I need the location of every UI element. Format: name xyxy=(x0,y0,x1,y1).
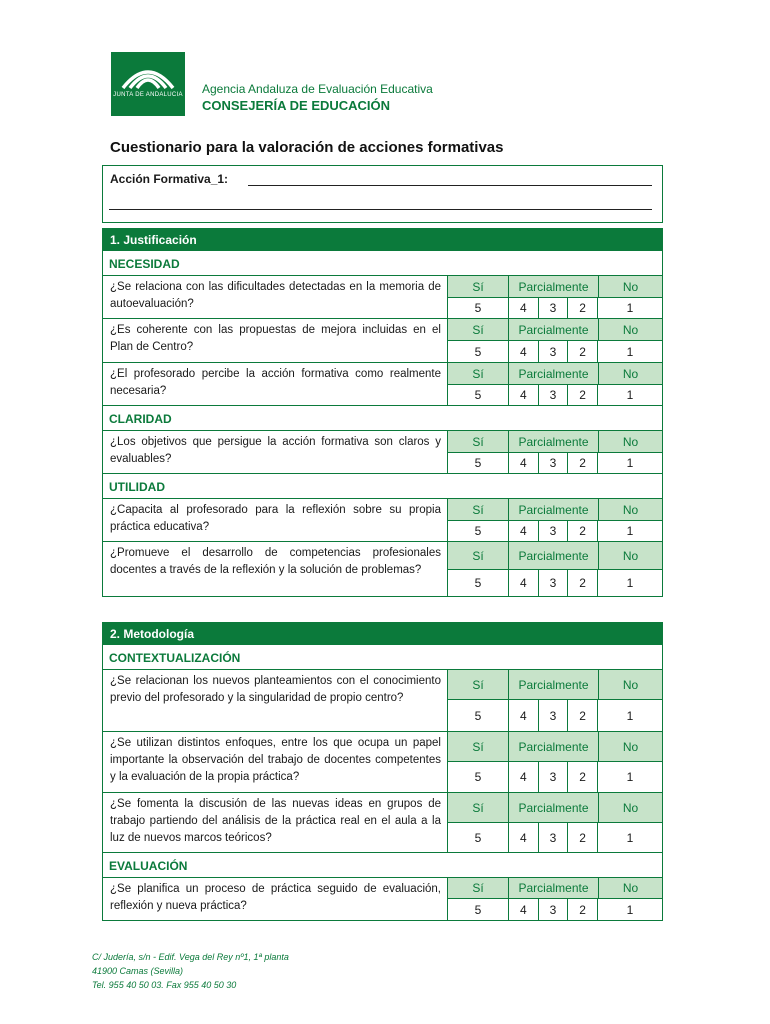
scale-no-label: No xyxy=(598,878,662,898)
question-row xyxy=(103,670,662,732)
score-2-option[interactable]: 2 xyxy=(567,341,597,362)
score-3-option[interactable]: 3 xyxy=(538,570,568,596)
score-1-option[interactable]: 1 xyxy=(597,298,662,318)
question-row xyxy=(103,363,662,406)
score-4-option[interactable]: 4 xyxy=(508,385,538,405)
section-header: 1. Justificación xyxy=(103,229,662,251)
page-title: Cuestionario para la valoración de acciones formativas xyxy=(110,139,504,156)
rating-options xyxy=(448,899,662,920)
rating-header xyxy=(448,793,662,823)
logo-text: JUNTA DE ANDALUCIA xyxy=(113,92,183,98)
scale-parcialmente-label: Parcialmente xyxy=(508,499,598,520)
score-4-option[interactable]: 4 xyxy=(508,700,538,731)
question-row xyxy=(103,878,662,920)
score-3-option[interactable]: 3 xyxy=(538,521,568,541)
scale-si-label: Sí xyxy=(472,322,484,337)
score-5-option[interactable]: 5 xyxy=(474,344,482,359)
agency-name: Agencia Andaluza de Evaluación Educativa xyxy=(202,82,433,96)
score-1-option[interactable]: 1 xyxy=(597,341,662,362)
score-5-option[interactable]: 5 xyxy=(474,770,482,784)
score-4-option[interactable]: 4 xyxy=(508,899,538,920)
rating-scale xyxy=(447,499,662,541)
score-3-option[interactable]: 3 xyxy=(538,762,568,792)
score-4-option[interactable]: 4 xyxy=(508,570,538,596)
score-2-option[interactable]: 2 xyxy=(567,385,597,405)
rating-header xyxy=(448,363,662,385)
ministry-name: CONSEJERÍA DE EDUCACIÓN xyxy=(202,98,391,113)
footer-line-2: 41900 Camas (Sevilla) xyxy=(92,966,184,976)
scale-no-label: No xyxy=(598,363,662,384)
scale-parcialmente-label: Parcialmente xyxy=(508,542,598,569)
score-4-option[interactable]: 4 xyxy=(508,341,538,362)
question-row xyxy=(103,319,662,363)
score-1-option[interactable]: 1 xyxy=(597,570,662,596)
rating-options xyxy=(448,823,662,852)
rating-scale xyxy=(447,542,662,596)
score-3-option[interactable]: 3 xyxy=(538,899,568,920)
scale-parcialmente-label: Parcialmente xyxy=(508,878,598,898)
category-label: CLARIDAD xyxy=(103,406,662,431)
rating-header xyxy=(448,431,662,453)
rating-scale xyxy=(447,878,662,920)
scale-si-label: Sí xyxy=(472,548,484,563)
rating-options xyxy=(448,570,662,596)
rating-scale xyxy=(447,793,662,852)
scale-parcialmente-label: Parcialmente xyxy=(508,363,598,384)
score-3-option[interactable]: 3 xyxy=(538,700,568,731)
question-text: ¿El profesorado percibe la acción formativa como realmente necesaria? xyxy=(110,368,441,397)
junta-logo xyxy=(111,52,185,116)
score-1-option[interactable]: 1 xyxy=(597,385,662,405)
score-2-option[interactable]: 2 xyxy=(567,570,597,596)
footer-line-1: C/ Judería, s/n - Edif. Vega del Rey nº1, 1ª planta xyxy=(92,952,289,962)
scale-si-label: Sí xyxy=(472,739,484,754)
section-justificacion xyxy=(102,228,663,597)
question-text: ¿Promueve el desarrollo de competencias profesionales docentes a través de la reflexión y la solución de problemas? xyxy=(110,547,441,576)
scale-no-label: No xyxy=(598,542,662,569)
scale-no-label: No xyxy=(598,276,662,297)
score-3-option[interactable]: 3 xyxy=(538,823,568,852)
rating-options xyxy=(448,341,662,362)
rating-options xyxy=(448,762,662,792)
footer-line-3: Tel. 955 40 50 03. Fax 955 40 50 30 xyxy=(92,980,237,990)
category-label: EVALUACIÓN xyxy=(103,853,662,878)
rating-scale xyxy=(447,431,662,473)
rating-options xyxy=(448,385,662,405)
scale-si-label: Sí xyxy=(472,434,484,449)
scale-no-label: No xyxy=(598,319,662,340)
action-field-box xyxy=(102,165,663,223)
rating-options xyxy=(448,521,662,541)
question-text: ¿Se utilizan distintos enfoques, entre los que ocupa un papel importante la observación del trabajo de docentes competentes y la evaluación de la propia práctica? xyxy=(110,737,441,783)
rating-header xyxy=(448,276,662,298)
rating-header xyxy=(448,732,662,762)
question-row xyxy=(103,732,662,793)
scale-si-label: Sí xyxy=(472,677,484,692)
category-label: CONTEXTUALIZACIÓN xyxy=(103,645,662,670)
rating-options xyxy=(448,298,662,318)
rating-scale xyxy=(447,319,662,362)
score-4-option[interactable]: 4 xyxy=(508,823,538,852)
scale-parcialmente-label: Parcialmente xyxy=(508,276,598,297)
footer-address xyxy=(92,950,289,992)
score-3-option[interactable]: 3 xyxy=(538,453,568,473)
question-text: ¿Se relaciona con las dificultades detectadas en la memoria de autoevaluación? xyxy=(110,281,441,310)
score-3-option[interactable]: 3 xyxy=(538,298,568,318)
score-2-option[interactable]: 2 xyxy=(567,823,597,852)
score-4-option[interactable]: 4 xyxy=(508,298,538,318)
action-input-line-1[interactable] xyxy=(248,185,652,186)
junta-arches-icon xyxy=(119,60,177,90)
question-row xyxy=(103,793,662,853)
question-text: ¿Se planifica un proceso de práctica seguido de evaluación, reflexión y nueva práctica? xyxy=(110,883,441,912)
scale-si-label: Sí xyxy=(472,800,484,815)
scale-parcialmente-label: Parcialmente xyxy=(508,431,598,452)
scale-parcialmente-label: Parcialmente xyxy=(508,670,598,699)
scale-no-label: No xyxy=(598,670,662,699)
section-metodologia xyxy=(102,622,663,921)
score-1-option[interactable]: 1 xyxy=(597,823,662,852)
score-3-option[interactable]: 3 xyxy=(538,385,568,405)
scale-parcialmente-label: Parcialmente xyxy=(508,793,598,822)
score-3-option[interactable]: 3 xyxy=(538,341,568,362)
question-row xyxy=(103,431,662,474)
score-5-option[interactable]: 5 xyxy=(474,576,482,590)
scale-si-label: Sí xyxy=(472,366,484,381)
rating-header xyxy=(448,499,662,521)
score-1-option[interactable]: 1 xyxy=(597,899,662,920)
category-label: NECESIDAD xyxy=(103,251,662,276)
scale-si-label: Sí xyxy=(472,502,484,517)
score-4-option[interactable]: 4 xyxy=(508,453,538,473)
rating-options xyxy=(448,453,662,473)
rating-header xyxy=(448,670,662,700)
rating-options xyxy=(448,700,662,731)
score-5-option[interactable]: 5 xyxy=(474,524,482,538)
score-4-option[interactable]: 4 xyxy=(508,521,538,541)
scale-parcialmente-label: Parcialmente xyxy=(508,732,598,761)
score-2-option[interactable]: 2 xyxy=(567,762,597,792)
score-2-option[interactable]: 2 xyxy=(567,453,597,473)
scale-parcialmente-label: Parcialmente xyxy=(508,319,598,340)
scale-no-label: No xyxy=(598,499,662,520)
question-row xyxy=(103,499,662,542)
question-row xyxy=(103,542,662,596)
score-2-option[interactable]: 2 xyxy=(567,298,597,318)
score-1-option[interactable]: 1 xyxy=(597,700,662,731)
score-1-option[interactable]: 1 xyxy=(597,521,662,541)
action-input-line-2[interactable] xyxy=(109,209,652,210)
rating-header xyxy=(448,319,662,341)
scale-no-label: No xyxy=(598,732,662,761)
rating-scale xyxy=(447,732,662,792)
score-1-option[interactable]: 1 xyxy=(597,762,662,792)
score-5-option[interactable]: 5 xyxy=(474,388,482,402)
category-label: UTILIDAD xyxy=(103,474,662,499)
score-2-option[interactable]: 2 xyxy=(567,521,597,541)
question-text: ¿Capacita al profesorado para la reflexión sobre su propia práctica educativa? xyxy=(110,504,441,533)
scale-no-label: No xyxy=(598,793,662,822)
action-label: Acción Formativa_1: xyxy=(110,172,229,186)
rating-scale xyxy=(447,363,662,405)
scale-si-label: Sí xyxy=(472,881,484,895)
score-1-option[interactable]: 1 xyxy=(597,453,662,473)
score-5-option[interactable]: 5 xyxy=(474,456,482,470)
question-text: ¿Es coherente con las propuestas de mejora incluidas en el Plan de Centro? xyxy=(110,324,441,353)
rating-header xyxy=(448,542,662,570)
scale-no-label: No xyxy=(598,431,662,452)
rating-header xyxy=(448,878,662,899)
score-5-option[interactable]: 5 xyxy=(474,830,482,845)
score-5-option[interactable]: 5 xyxy=(474,708,482,723)
score-2-option[interactable]: 2 xyxy=(567,899,597,920)
question-text: ¿Los objetivos que persigue la acción formativa son claros y evaluables? xyxy=(110,436,441,465)
question-text: ¿Se relacionan los nuevos planteamientos con el conocimiento previo del profesorado y la singularidad de propio centro? xyxy=(110,675,441,704)
score-5-option[interactable]: 5 xyxy=(474,902,482,917)
section-header: 2. Metodología xyxy=(103,623,662,645)
score-2-option[interactable]: 2 xyxy=(567,700,597,731)
question-text: ¿Se fomenta la discusión de las nuevas ideas en grupos de trabajo partiendo del análisis de la práctica real en el aula a la luz de nuevos marcos teóricos? xyxy=(110,798,441,844)
score-5-option[interactable]: 5 xyxy=(474,301,482,315)
scale-si-label: Sí xyxy=(472,279,484,294)
question-row xyxy=(103,276,662,319)
rating-scale xyxy=(447,670,662,731)
rating-scale xyxy=(447,276,662,318)
score-4-option[interactable]: 4 xyxy=(508,762,538,792)
